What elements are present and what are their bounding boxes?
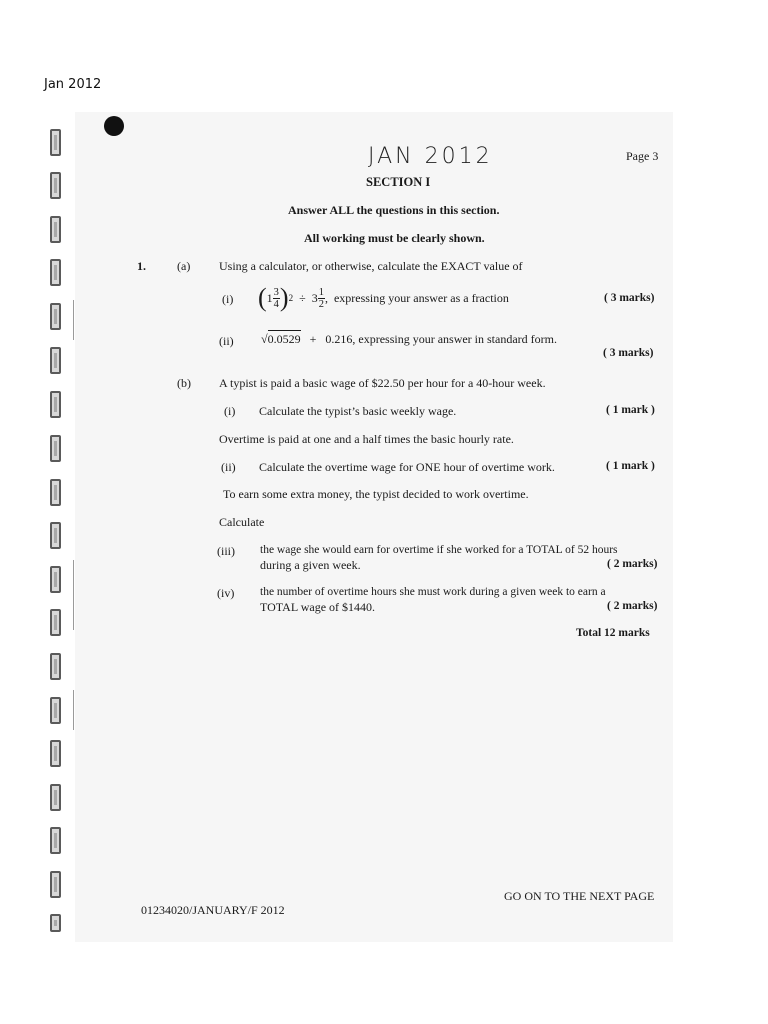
- exponent: 2: [288, 293, 294, 303]
- binder-ring: [50, 740, 61, 767]
- binder-ring: [50, 914, 61, 932]
- item-b-iii-text: the wage she would earn for overtime if she worked for a TOTAL of 52 hours: [260, 544, 618, 556]
- scan-edge-mark: [73, 300, 74, 340]
- binder-ring: [50, 827, 61, 854]
- part-a-prompt: Using a calculator, or otherwise, calculate the EXACT value of: [219, 259, 523, 273]
- marks-label: ( 3 marks): [603, 347, 654, 359]
- item-b-iii-label: (iii): [217, 544, 235, 558]
- item-b-ii-label: (ii): [221, 460, 236, 474]
- question-number: 1.: [137, 259, 146, 273]
- math-expression-a-i: [258, 281, 509, 315]
- item-a-ii-label: (ii): [219, 334, 234, 348]
- binder-ring: [50, 391, 61, 418]
- binder-ring: [50, 479, 61, 506]
- addend: 0.216: [325, 332, 353, 346]
- binder-ring: [50, 216, 61, 243]
- binder-ring: [50, 435, 61, 462]
- item-b-iv-text: TOTAL wage of $1440.: [260, 600, 376, 614]
- binder-ring: [50, 697, 61, 724]
- marks-label: ( 2 marks): [607, 558, 658, 570]
- mixed-whole: 1: [266, 290, 273, 305]
- math-expression-a-ii: [261, 332, 557, 347]
- binder-ring: [50, 172, 61, 199]
- marks-label: ( 1 mark ): [606, 404, 655, 416]
- section-title: SECTION I: [366, 175, 431, 189]
- instruction-line: Answer ALL the questions in this section.: [288, 203, 500, 217]
- instruction-line: All working must be clearly shown.: [304, 231, 485, 245]
- binder-ring: [50, 653, 61, 680]
- binder-ring: [50, 566, 61, 593]
- marks-label: ( 1 mark ): [606, 460, 655, 472]
- binder-ring: [50, 347, 61, 374]
- calculate-label: Calculate: [219, 515, 265, 529]
- fraction-denominator: 4: [273, 298, 279, 310]
- binder-ring: [50, 522, 61, 549]
- binder-ring: [50, 871, 61, 898]
- binder-ring: [50, 784, 61, 811]
- fraction-numerator: 1: [318, 286, 324, 298]
- open-paren: (: [258, 283, 267, 312]
- item-a-i-label: (i): [222, 292, 234, 306]
- item-b-iii-text: during a given week.: [260, 558, 361, 572]
- overtime-info: Overtime is paid at one and a half times the basic hourly rate.: [219, 432, 514, 446]
- item-b-i-label: (i): [224, 404, 236, 418]
- binder-ring: [50, 259, 61, 286]
- footer-exam-code: 01234020/JANUARY/F 2012: [141, 903, 285, 917]
- item-b-ii-text: Calculate the overtime wage for ONE hour of overtime work.: [259, 460, 555, 474]
- item-b-iv-label: (iv): [217, 586, 235, 600]
- handwritten-date: JAN 2012: [368, 144, 493, 169]
- radicand: 0.0529: [267, 332, 301, 346]
- total-marks: Total 12 marks: [576, 627, 650, 639]
- binder-ring: [50, 303, 61, 330]
- part-b-label: (b): [177, 376, 191, 390]
- item-b-i-text: Calculate the typist’s basic weekly wage.: [259, 404, 457, 418]
- fraction: [273, 287, 280, 310]
- fraction: [318, 287, 325, 310]
- close-paren: ): [279, 283, 289, 312]
- item-text: , expressing your answer in standard form.: [352, 332, 557, 346]
- footer-next-page: GO ON TO THE NEXT PAGE: [504, 889, 655, 903]
- binder-ring: [50, 609, 61, 636]
- fraction-denominator: 2: [318, 298, 324, 310]
- page-number: Page 3: [626, 149, 659, 163]
- extra-info: To earn some extra money, the typist decided to work overtime.: [223, 487, 529, 501]
- scan-edge-mark: [73, 690, 74, 730]
- document-header-label: Jan 2012: [44, 77, 102, 92]
- item-text: , expressing your answer as a fraction: [324, 290, 509, 305]
- part-b-intro: A typist is paid a basic wage of $22.50 per hour for a 40-hour week.: [219, 376, 546, 390]
- scan-edge-mark: [73, 560, 74, 630]
- part-a-label: (a): [177, 259, 191, 273]
- sqrt-sign: √: [261, 332, 268, 346]
- fraction-numerator: 3: [273, 286, 279, 298]
- punch-hole: [104, 116, 124, 136]
- marks-label: ( 3 marks): [604, 292, 655, 304]
- item-b-iv-text: the number of overtime hours she must work during a given week to earn a: [260, 586, 606, 598]
- plus-sign: +: [309, 332, 317, 346]
- mixed-whole: 3: [311, 290, 318, 305]
- divide-sign: ÷: [299, 290, 306, 305]
- binder-ring: [50, 129, 61, 156]
- marks-label: ( 2 marks): [607, 600, 658, 612]
